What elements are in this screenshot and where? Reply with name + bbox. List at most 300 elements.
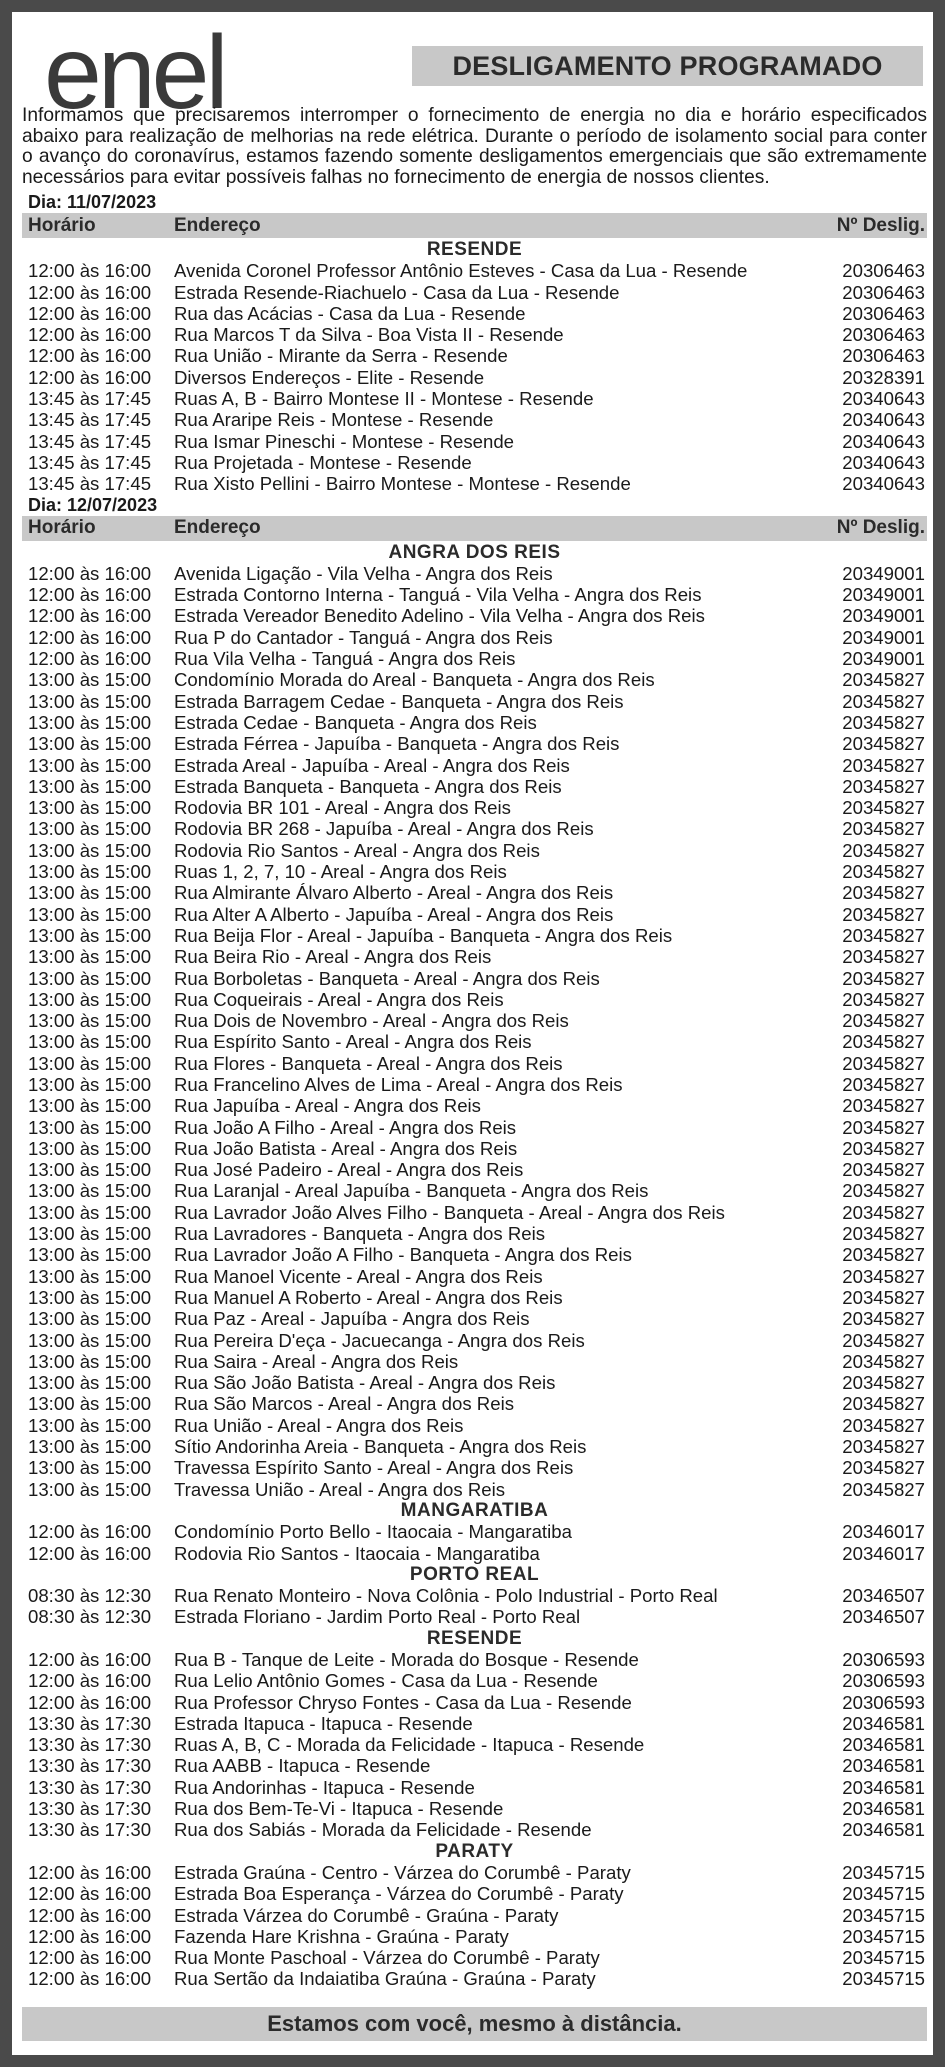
row-time: 12:00 às 16:00 bbox=[28, 1925, 152, 1947]
table-row bbox=[22, 1266, 927, 1287]
row-address: Rua Lavrador João Alves Filho - Banqueta - Areal - Angra dos Reis bbox=[174, 1201, 725, 1223]
table-row bbox=[22, 1543, 927, 1564]
table-row bbox=[22, 1010, 927, 1031]
table-row bbox=[22, 733, 927, 754]
table-row bbox=[22, 1031, 927, 1052]
row-id: 20345827 bbox=[842, 1265, 925, 1287]
row-id: 20345827 bbox=[842, 818, 925, 840]
row-id: 20349001 bbox=[842, 648, 925, 670]
row-time: 13:00 às 15:00 bbox=[28, 1010, 152, 1032]
row-id: 20306463 bbox=[842, 324, 925, 346]
table-row bbox=[22, 1819, 927, 1840]
row-time: 13:00 às 15:00 bbox=[28, 1436, 152, 1458]
table-header bbox=[22, 516, 927, 541]
row-id: 20346581 bbox=[842, 1798, 925, 1820]
table-row bbox=[22, 925, 927, 946]
row-address: Estrada Férrea - Japuíba - Banqueta - Angra dos Reis bbox=[174, 733, 620, 755]
row-address: Sítio Andorinha Areia - Banqueta - Angra dos Reis bbox=[174, 1436, 587, 1458]
row-address: Rua União - Areal - Angra dos Reis bbox=[174, 1414, 464, 1436]
row-id: 20306463 bbox=[842, 281, 925, 303]
table-row bbox=[22, 452, 927, 473]
row-time: 13:00 às 15:00 bbox=[28, 1095, 152, 1117]
row-id: 20345827 bbox=[842, 882, 925, 904]
row-time: 12:00 às 16:00 bbox=[28, 1968, 152, 1990]
table-row bbox=[22, 840, 927, 861]
table-row bbox=[22, 1755, 927, 1776]
row-id: 20306593 bbox=[842, 1649, 925, 1670]
header-time: Horário bbox=[28, 517, 96, 539]
row-address: Rua Saira - Areal - Angra dos Reis bbox=[174, 1350, 459, 1372]
row-id: 20345827 bbox=[842, 1052, 925, 1074]
row-address: Estrada Contorno Interna - Tanguá - Vila Velha - Angra dos Reis bbox=[174, 584, 702, 606]
row-time: 13:00 às 15:00 bbox=[28, 690, 152, 712]
table-row bbox=[22, 282, 927, 303]
table-row bbox=[22, 473, 927, 494]
row-address: Travessa Espírito Santo - Areal - Angra dos Reis bbox=[174, 1457, 574, 1479]
table-row bbox=[22, 691, 927, 712]
row-address: Rua Xisto Pellini - Bairro Montese - Montese - Resende bbox=[174, 473, 631, 495]
row-address: Avenida Coronel Professor Antônio Esteves - Casa da Lua - Resende bbox=[174, 260, 748, 282]
row-time: 12:00 às 16:00 bbox=[28, 605, 152, 627]
table-row bbox=[22, 1926, 927, 1947]
row-time: 08:30 às 12:30 bbox=[28, 1585, 152, 1607]
row-address: Rua Professor Chryso Fontes - Casa da Lua - Resende bbox=[174, 1691, 632, 1713]
table-row bbox=[22, 345, 927, 366]
banner-title: DESLIGAMENTO PROGRAMADO bbox=[412, 46, 923, 86]
row-id: 20340643 bbox=[842, 388, 925, 410]
row-time: 13:00 às 15:00 bbox=[28, 903, 152, 925]
row-time: 13:45 às 17:45 bbox=[28, 473, 152, 495]
row-id: 20345827 bbox=[842, 1329, 925, 1351]
table-row bbox=[22, 1521, 927, 1542]
row-time: 13:00 às 15:00 bbox=[28, 1414, 152, 1436]
row-id: 20349001 bbox=[842, 626, 925, 648]
table-row bbox=[22, 1947, 927, 1968]
row-time: 13:00 às 15:00 bbox=[28, 1244, 152, 1266]
table-row bbox=[22, 324, 927, 345]
region-title: PARATY bbox=[435, 1840, 514, 1862]
row-address: Rua Japuíba - Areal - Angra dos Reis bbox=[174, 1095, 481, 1117]
row-id: 20346017 bbox=[842, 1521, 925, 1543]
row-id: 20345827 bbox=[842, 1095, 925, 1117]
row-time: 13:00 às 15:00 bbox=[28, 1393, 152, 1415]
row-time: 13:00 às 15:00 bbox=[28, 924, 152, 946]
row-id: 20346581 bbox=[842, 1712, 925, 1734]
region-title: MANGARATIBA bbox=[400, 1499, 549, 1521]
row-time: 12:00 às 16:00 bbox=[28, 1542, 152, 1564]
day-label: Dia: 12/07/2023 bbox=[28, 494, 158, 515]
row-time: 13:30 às 17:30 bbox=[28, 1712, 152, 1734]
table-row bbox=[22, 669, 927, 690]
row-id: 20345827 bbox=[842, 1393, 925, 1415]
row-time: 12:00 às 16:00 bbox=[28, 1861, 152, 1883]
row-address: Rua Ismar Pineschi - Montese - Resende bbox=[174, 430, 514, 452]
row-time: 13:00 às 15:00 bbox=[28, 818, 152, 840]
row-address: Rua José Padeiro - Areal - Angra dos Reis bbox=[174, 1159, 524, 1181]
table-row bbox=[22, 1692, 927, 1713]
table-row bbox=[22, 1479, 927, 1500]
row-address: Estrada Vereador Benedito Adelino - Vila Velha - Angra dos Reis bbox=[174, 605, 705, 627]
row-time: 12:00 às 16:00 bbox=[28, 281, 152, 303]
row-id: 20345715 bbox=[842, 1904, 925, 1926]
row-id: 20345827 bbox=[842, 1244, 925, 1266]
table-row bbox=[22, 755, 927, 776]
row-time: 13:00 às 15:00 bbox=[28, 775, 152, 797]
table-row bbox=[22, 1372, 927, 1393]
row-address: Travessa União - Areal - Angra dos Reis bbox=[174, 1478, 506, 1500]
row-time: 13:00 às 15:00 bbox=[28, 882, 152, 904]
row-address: Condomínio Porto Bello - Itaocaia - Mangaratiba bbox=[174, 1521, 572, 1543]
row-time: 08:30 às 12:30 bbox=[28, 1606, 152, 1628]
table-row bbox=[22, 797, 927, 818]
header-address: Endereço bbox=[174, 517, 261, 539]
row-address: Rua Francelino Alves de Lima - Areal - Angra dos Reis bbox=[174, 1073, 623, 1095]
table-row bbox=[22, 563, 927, 584]
row-address: Estrada Banqueta - Banqueta - Angra dos Reis bbox=[174, 775, 562, 797]
row-time: 13:30 às 17:30 bbox=[28, 1734, 152, 1756]
table-row bbox=[22, 648, 927, 669]
row-id: 20345827 bbox=[842, 1478, 925, 1500]
table-row bbox=[22, 1223, 927, 1244]
table-row bbox=[22, 1180, 927, 1201]
table-row bbox=[22, 861, 927, 882]
row-address: Rua Monte Paschoal - Várzea do Corumbê - Paraty bbox=[174, 1947, 600, 1969]
row-time: 13:00 às 15:00 bbox=[28, 1308, 152, 1330]
table-row bbox=[22, 1393, 927, 1414]
row-time: 13:00 às 15:00 bbox=[28, 1180, 152, 1202]
row-id: 20345827 bbox=[842, 669, 925, 691]
row-id: 20328391 bbox=[842, 366, 925, 388]
table-row bbox=[22, 904, 927, 925]
row-id: 20345827 bbox=[842, 775, 925, 797]
row-address: Rua Lelio Antônio Gomes - Casa da Lua - Resende bbox=[174, 1670, 598, 1692]
table-row bbox=[22, 1606, 927, 1627]
row-id: 20345827 bbox=[842, 1223, 925, 1245]
row-id: 20345715 bbox=[842, 1861, 925, 1883]
schedule-list bbox=[22, 192, 927, 1990]
row-id: 20345827 bbox=[842, 711, 925, 733]
table-row bbox=[22, 1777, 927, 1798]
row-id: 20340643 bbox=[842, 473, 925, 495]
row-id: 20306593 bbox=[842, 1670, 925, 1692]
row-time: 13:00 às 15:00 bbox=[28, 967, 152, 989]
row-id: 20349001 bbox=[842, 562, 925, 584]
table-row bbox=[22, 1202, 927, 1223]
row-time: 13:00 às 15:00 bbox=[28, 1223, 152, 1245]
table-row bbox=[22, 431, 927, 452]
row-address: Rua Manoel Vicente - Areal - Angra dos Reis bbox=[174, 1265, 543, 1287]
row-address: Rua São Marcos - Areal - Angra dos Reis bbox=[174, 1393, 515, 1415]
row-time: 13:00 às 15:00 bbox=[28, 1286, 152, 1308]
table-row bbox=[22, 1053, 927, 1074]
row-id: 20346581 bbox=[842, 1755, 925, 1777]
row-address: Rua Laranjal - Areal Japuíba - Banqueta - Angra dos Reis bbox=[174, 1180, 649, 1202]
row-address: Estrada Boa Esperança - Várzea do Corumbê - Paraty bbox=[174, 1883, 624, 1905]
row-address: Estrada Resende-Riachuelo - Casa da Lua - Resende bbox=[174, 281, 620, 303]
row-time: 13:45 às 17:45 bbox=[28, 430, 152, 452]
row-address: Estrada Barragem Cedae - Banqueta - Angra dos Reis bbox=[174, 690, 624, 712]
row-address: Rua Marcos T da Silva - Boa Vista II - Resende bbox=[174, 324, 564, 346]
table-row bbox=[22, 989, 927, 1010]
row-address: Rua João A Filho - Areal - Angra dos Reis bbox=[174, 1116, 517, 1138]
row-time: 12:00 às 16:00 bbox=[28, 562, 152, 584]
row-time: 13:00 às 15:00 bbox=[28, 797, 152, 819]
row-time: 12:00 às 16:00 bbox=[28, 1904, 152, 1926]
row-id: 20345827 bbox=[842, 1137, 925, 1159]
row-time: 13:00 às 15:00 bbox=[28, 733, 152, 755]
row-time: 12:00 às 16:00 bbox=[28, 302, 152, 324]
row-time: 12:00 às 16:00 bbox=[28, 366, 152, 388]
row-id: 20345827 bbox=[842, 839, 925, 861]
row-address: Rua Espírito Santo - Areal - Angra dos Reis bbox=[174, 1031, 532, 1053]
row-id: 20345827 bbox=[842, 1010, 925, 1032]
row-time: 12:00 às 16:00 bbox=[28, 1883, 152, 1905]
row-address: Rua Projetada - Montese - Resende bbox=[174, 451, 472, 473]
row-time: 12:00 às 16:00 bbox=[28, 626, 152, 648]
row-time: 13:00 às 15:00 bbox=[28, 946, 152, 968]
row-address: Estrada Areal - Japuíba - Areal - Angra dos Reis bbox=[174, 754, 570, 776]
row-id: 20345827 bbox=[842, 1116, 925, 1138]
row-time: 13:30 às 17:30 bbox=[28, 1798, 152, 1820]
table-row bbox=[22, 1798, 927, 1819]
row-time: 13:00 às 15:00 bbox=[28, 1265, 152, 1287]
row-time: 13:00 às 15:00 bbox=[28, 1478, 152, 1500]
row-time: 13:45 às 17:45 bbox=[28, 451, 152, 473]
row-address: Estrada Cedae - Banqueta - Angra dos Reis bbox=[174, 711, 537, 733]
row-time: 12:00 às 16:00 bbox=[28, 345, 152, 367]
row-address: Estrada Várzea do Corumbê - Graúna - Paraty bbox=[174, 1904, 559, 1926]
table-row bbox=[22, 260, 927, 281]
row-address: Rua Beija Flor - Areal - Japuíba - Banqueta - Angra dos Reis bbox=[174, 924, 673, 946]
row-id: 20345827 bbox=[842, 690, 925, 712]
row-id: 20349001 bbox=[842, 584, 925, 606]
row-address: Rua Pereira D'eça - Jacuecanga - Angra dos Reis bbox=[174, 1329, 585, 1351]
row-id: 20345827 bbox=[842, 1073, 925, 1095]
row-id: 20346581 bbox=[842, 1819, 925, 1841]
row-address: Rua Dois de Novembro - Areal - Angra dos Reis bbox=[174, 1010, 569, 1032]
row-id: 20346507 bbox=[842, 1585, 925, 1607]
table-row bbox=[22, 946, 927, 967]
row-id: 20346581 bbox=[842, 1734, 925, 1756]
row-address: Rua Alter A Alberto - Japuíba - Areal - Angra dos Reis bbox=[174, 903, 614, 925]
table-row bbox=[22, 1585, 927, 1606]
row-address: Rua João Batista - Areal - Angra dos Reis bbox=[174, 1137, 518, 1159]
row-time: 13:00 às 15:00 bbox=[28, 1372, 152, 1394]
row-address: Rua Lavrador João A Filho - Banqueta - Angra dos Reis bbox=[174, 1244, 632, 1266]
row-id: 20345715 bbox=[842, 1925, 925, 1947]
row-id: 20345827 bbox=[842, 1180, 925, 1202]
table-row bbox=[22, 1308, 927, 1329]
table-row bbox=[22, 1415, 927, 1436]
row-address: Rua São João Batista - Areal - Angra dos Reis bbox=[174, 1372, 556, 1394]
table-row bbox=[22, 1074, 927, 1095]
notice-content bbox=[22, 22, 927, 2045]
row-id: 20340643 bbox=[842, 451, 925, 473]
row-id: 20306463 bbox=[842, 302, 925, 324]
row-address: Rua Beira Rio - Areal - Angra dos Reis bbox=[174, 946, 492, 968]
row-id: 20345827 bbox=[842, 946, 925, 968]
row-time: 13:00 às 15:00 bbox=[28, 1457, 152, 1479]
row-address: Rodovia Rio Santos - Areal - Angra dos Reis bbox=[174, 839, 540, 861]
intro-paragraph: Informamos que precisaremos interromper o fornecimento de energia no dia e horário especificados abaixo para realização de melhorias na rede elétrica. Durante o período de isolamento social para conter o avanço do coronavírus, estamos fazendo somente desligamentos emergenciais que são extremamente necessários para evitar possíveis falhas no fornecimento de energia de nossos clientes. bbox=[22, 105, 927, 188]
row-id: 20345827 bbox=[842, 924, 925, 946]
day-label: Dia: 11/07/2023 bbox=[28, 192, 157, 212]
row-id: 20346017 bbox=[842, 1542, 925, 1564]
row-id: 20346507 bbox=[842, 1606, 925, 1628]
row-time: 13:00 às 15:00 bbox=[28, 861, 152, 883]
row-id: 20345827 bbox=[842, 1286, 925, 1308]
row-id: 20345715 bbox=[842, 1883, 925, 1905]
row-time: 13:00 às 15:00 bbox=[28, 711, 152, 733]
row-address: Rua dos Sabiás - Morada da Felicidade - Resende bbox=[174, 1819, 592, 1841]
row-id: 20306593 bbox=[842, 1691, 925, 1713]
region-title: RESENDE bbox=[426, 239, 523, 260]
table-row bbox=[22, 1670, 927, 1691]
row-time: 13:00 às 15:00 bbox=[28, 669, 152, 691]
table-row bbox=[22, 882, 927, 903]
row-id: 20345827 bbox=[842, 1159, 925, 1181]
row-address: Fazenda Hare Krishna - Graúna - Paraty bbox=[174, 1925, 509, 1947]
row-id: 20345715 bbox=[842, 1968, 925, 1990]
row-time: 13:30 às 17:30 bbox=[28, 1819, 152, 1841]
row-id: 20346581 bbox=[842, 1776, 925, 1798]
row-id: 20306463 bbox=[842, 260, 925, 282]
table-row bbox=[22, 1436, 927, 1457]
table-row bbox=[22, 1287, 927, 1308]
row-time: 13:00 às 15:00 bbox=[28, 1073, 152, 1095]
row-time: 12:00 às 16:00 bbox=[28, 1691, 152, 1713]
table-row bbox=[22, 1862, 927, 1883]
row-address: Ruas 1, 2, 7, 10 - Areal - Angra dos Reis bbox=[174, 861, 507, 883]
row-address: Estrada Graúna - Centro - Várzea do Corumbê - Paraty bbox=[174, 1861, 631, 1883]
row-time: 12:00 às 16:00 bbox=[28, 1947, 152, 1969]
header-time: Horário bbox=[28, 214, 96, 236]
region-title: RESENDE bbox=[426, 1627, 523, 1649]
row-id: 20345827 bbox=[842, 1350, 925, 1372]
row-address: Rua Paz - Areal - Japuíba - Angra dos Reis bbox=[174, 1308, 530, 1330]
row-time: 13:00 às 15:00 bbox=[28, 1137, 152, 1159]
row-id: 20345827 bbox=[842, 1372, 925, 1394]
row-time: 13:45 às 17:45 bbox=[28, 409, 152, 431]
table-header bbox=[22, 213, 927, 238]
table-row bbox=[22, 1734, 927, 1755]
row-address: Estrada Floriano - Jardim Porto Real - Porto Real bbox=[174, 1606, 581, 1628]
row-id: 20345827 bbox=[842, 797, 925, 819]
row-time: 13:00 às 15:00 bbox=[28, 1350, 152, 1372]
region-title: ANGRA DOS REIS bbox=[388, 541, 561, 563]
row-address: Rua Lavradores - Banqueta - Angra dos Reis bbox=[174, 1223, 546, 1245]
row-time: 12:00 às 16:00 bbox=[28, 584, 152, 606]
row-time: 13:00 às 15:00 bbox=[28, 1159, 152, 1181]
table-row bbox=[22, 1649, 927, 1670]
row-time: 13:00 às 15:00 bbox=[28, 1031, 152, 1053]
table-row bbox=[22, 367, 927, 388]
table-row bbox=[22, 1457, 927, 1478]
row-id: 20306463 bbox=[842, 345, 925, 367]
row-address: Rua dos Bem-Te-Vi - Itapuca - Resende bbox=[174, 1798, 504, 1820]
row-id: 20345827 bbox=[842, 861, 925, 883]
row-id: 20340643 bbox=[842, 409, 925, 431]
row-id: 20345827 bbox=[842, 1414, 925, 1436]
table-row bbox=[22, 968, 927, 989]
table-row bbox=[22, 584, 927, 605]
row-time: 13:00 às 15:00 bbox=[28, 754, 152, 776]
row-time: 12:00 às 16:00 bbox=[28, 648, 152, 670]
row-time: 13:00 às 15:00 bbox=[28, 1116, 152, 1138]
row-time: 12:00 às 16:00 bbox=[28, 1521, 152, 1543]
table-row bbox=[22, 1351, 927, 1372]
row-address: Rodovia Rio Santos - Itaocaia - Mangaratiba bbox=[174, 1542, 540, 1564]
row-id: 20340643 bbox=[842, 430, 925, 452]
row-address: Rua União - Mirante da Serra - Resende bbox=[174, 345, 508, 367]
header-id: Nº Deslig. bbox=[836, 214, 925, 236]
table-row bbox=[22, 605, 927, 626]
table-row bbox=[22, 409, 927, 430]
row-address: Avenida Ligação - Vila Velha - Angra dos Reis bbox=[174, 562, 553, 584]
row-address: Rua B - Tanque de Leite - Morada do Bosque - Resende bbox=[174, 1649, 639, 1670]
table-row bbox=[22, 1330, 927, 1351]
header-address: Endereço bbox=[174, 214, 261, 236]
row-address: Rua Andorinhas - Itapuca - Resende bbox=[174, 1776, 475, 1798]
row-address: Rua Renato Monteiro - Nova Colônia - Polo Industrial - Porto Real bbox=[174, 1585, 718, 1607]
enel-logo bbox=[38, 22, 298, 118]
row-id: 20345827 bbox=[842, 754, 925, 776]
row-time: 13:00 às 15:00 bbox=[28, 1329, 152, 1351]
row-address: Rua Araripe Reis - Montese - Resende bbox=[174, 409, 494, 431]
table-row bbox=[22, 1159, 927, 1180]
row-address: Rua Manuel A Roberto - Areal - Angra dos Reis bbox=[174, 1286, 563, 1308]
table-row bbox=[22, 818, 927, 839]
row-time: 13:00 às 15:00 bbox=[28, 1201, 152, 1223]
row-address: Rua Sertão da Indaiatiba Graúna - Graúna - Paraty bbox=[174, 1968, 596, 1990]
row-id: 20345827 bbox=[842, 903, 925, 925]
row-address: Rua P do Cantador - Tanguá - Angra dos Reis bbox=[174, 626, 553, 648]
table-row bbox=[22, 627, 927, 648]
table-row bbox=[22, 712, 927, 733]
row-address: Ruas A, B - Bairro Montese II - Montese - Resende bbox=[174, 388, 594, 410]
row-address: Rua Vila Velha - Tanguá - Angra dos Reis bbox=[174, 648, 516, 670]
row-address: Rodovia BR 268 - Japuíba - Areal - Angra dos Reis bbox=[174, 818, 594, 840]
row-id: 20345827 bbox=[842, 1031, 925, 1053]
row-time: 13:00 às 15:00 bbox=[28, 988, 152, 1010]
row-address: Diversos Endereços - Elite - Resende bbox=[174, 366, 485, 388]
row-id: 20345827 bbox=[842, 1436, 925, 1458]
row-time: 13:30 às 17:30 bbox=[28, 1776, 152, 1798]
row-address: Rua Almirante Álvaro Alberto - Areal - Angra dos Reis bbox=[174, 882, 614, 904]
table-row bbox=[22, 1117, 927, 1138]
row-time: 13:00 às 15:00 bbox=[28, 1052, 152, 1074]
row-id: 20345827 bbox=[842, 1201, 925, 1223]
row-address: Rua Flores - Banqueta - Areal - Angra dos Reis bbox=[174, 1052, 563, 1074]
row-id: 20345827 bbox=[842, 733, 925, 755]
row-id: 20345827 bbox=[842, 1457, 925, 1479]
row-time: 12:00 às 16:00 bbox=[28, 1649, 152, 1670]
row-address: Rua AABB - Itapuca - Resende bbox=[174, 1755, 431, 1777]
row-time: 12:00 às 16:00 bbox=[28, 324, 152, 346]
footer-slogan: Estamos com você, mesmo à distância. bbox=[22, 2007, 927, 2041]
table-row bbox=[22, 1968, 927, 1989]
row-id: 20349001 bbox=[842, 605, 925, 627]
row-address: Rodovia BR 101 - Areal - Angra dos Reis bbox=[174, 797, 511, 819]
table-row bbox=[22, 303, 927, 324]
row-address: Rua Coqueirais - Areal - Angra dos Reis bbox=[174, 988, 504, 1010]
row-id: 20345827 bbox=[842, 1308, 925, 1330]
table-row bbox=[22, 1095, 927, 1116]
svg-text:enel: enel bbox=[44, 22, 225, 118]
header-id: Nº Deslig. bbox=[836, 517, 925, 539]
row-address: Ruas A, B, C - Morada da Felicidade - Itapuca - Resende bbox=[174, 1734, 645, 1756]
row-address: Rua das Acácias - Casa da Lua - Resende bbox=[174, 302, 526, 324]
